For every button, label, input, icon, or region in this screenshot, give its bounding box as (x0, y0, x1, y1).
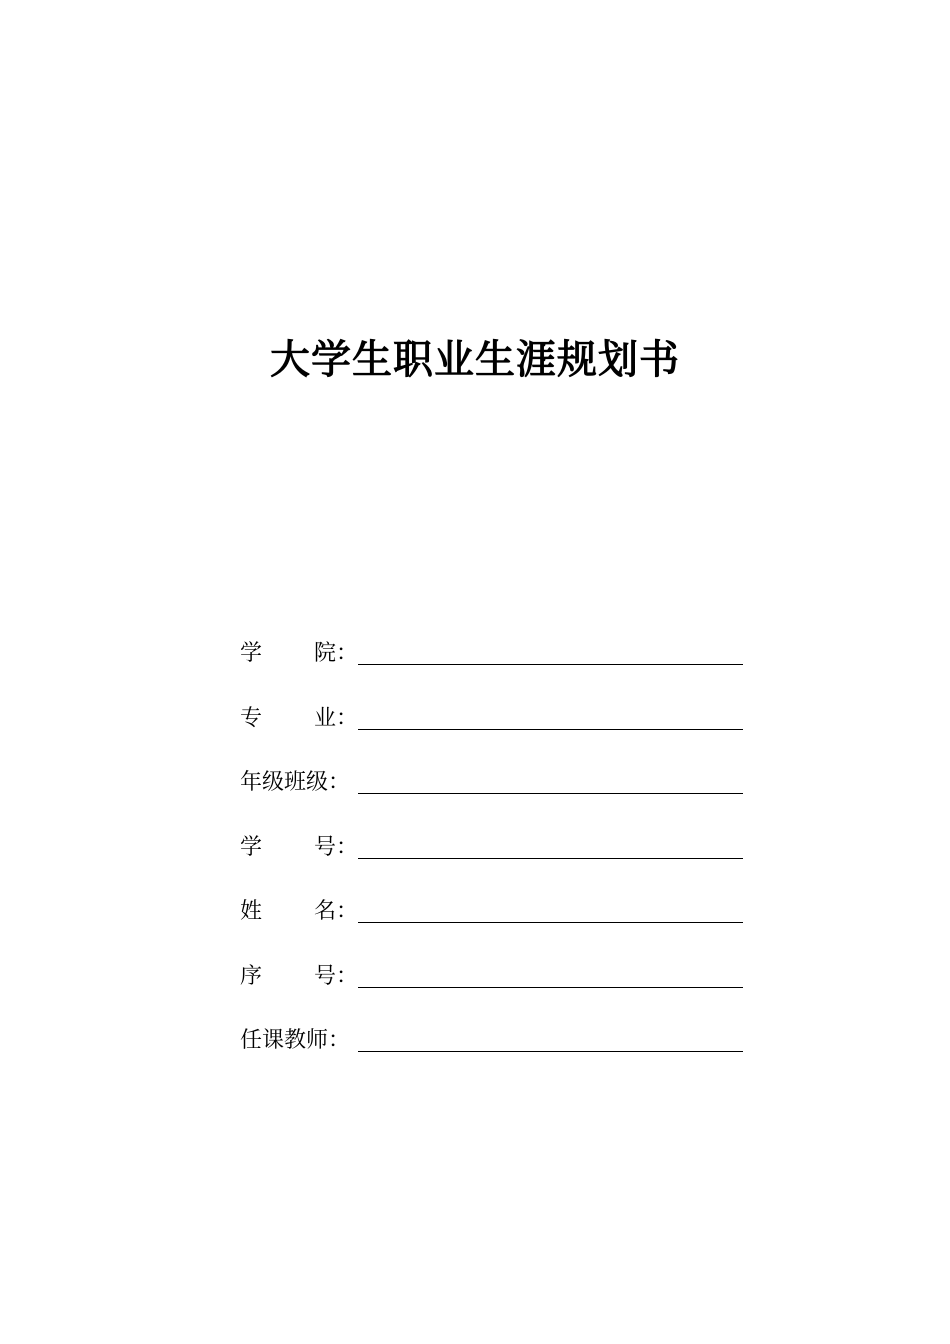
grade-class-label-text: 年级班级： (240, 770, 351, 795)
form-row-teacher (240, 1015, 743, 1055)
sequence-number-field[interactable] (358, 959, 743, 988)
student-id-label-left: 学 (240, 834, 263, 860)
grade-class-label (240, 769, 358, 797)
name-label-left: 姓 (240, 899, 263, 924)
name-label (240, 898, 358, 926)
teacher-label (240, 1027, 358, 1055)
student-id-field[interactable] (358, 830, 743, 859)
major-label-left: 专 (240, 705, 263, 731)
major-field[interactable] (358, 701, 743, 730)
student-id-label-right: 号： (313, 834, 358, 860)
form-row-student-id (240, 822, 743, 862)
sequence-number-label-right: 号： (313, 963, 358, 989)
grade-class-field[interactable] (358, 765, 743, 794)
cover-info-form (240, 628, 743, 1080)
form-row-grade-class (240, 757, 743, 797)
name-label-right: 名： (313, 899, 358, 924)
document-title: 大学生职业生涯规划书 (270, 337, 680, 383)
college-label-left: 学 (240, 641, 263, 666)
form-row-name (240, 886, 743, 926)
name-field[interactable] (358, 894, 743, 923)
student-id-label (240, 834, 358, 862)
form-row-sequence-number (240, 951, 743, 991)
major-label (240, 705, 358, 733)
teacher-label-text: 任课教师： (240, 1028, 351, 1053)
college-field[interactable] (358, 636, 743, 665)
form-row-major (240, 693, 743, 733)
form-row-college (240, 628, 743, 668)
major-label-right: 业： (313, 705, 358, 731)
teacher-field[interactable] (358, 1023, 743, 1052)
college-label-right: 院： (313, 641, 358, 666)
sequence-number-label (240, 963, 358, 991)
sequence-number-label-left: 序 (240, 963, 263, 989)
college-label (240, 640, 358, 668)
